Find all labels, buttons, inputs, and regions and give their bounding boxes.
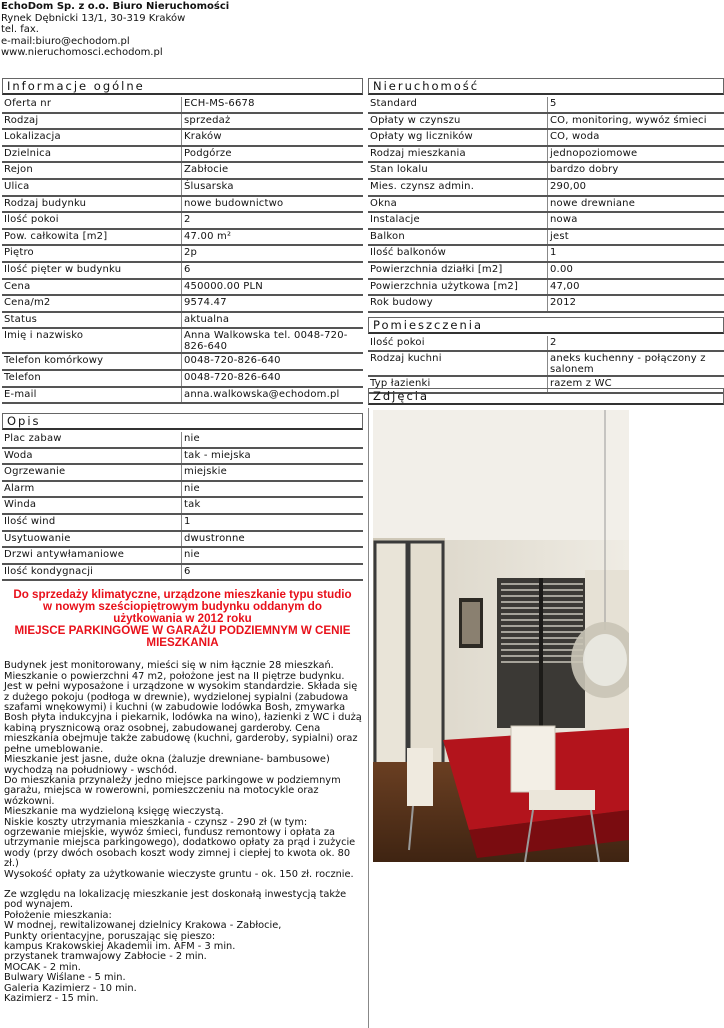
row-value: 450000.00 PLN — [182, 279, 364, 296]
row-value: 290,00 — [548, 179, 724, 196]
general-info-title: Informacje ogólne — [2, 78, 363, 95]
row-value: 0.00 — [548, 262, 724, 279]
row-label: Rodzaj kuchni — [368, 351, 548, 376]
table-row — [2, 497, 363, 514]
table-row — [368, 179, 724, 196]
table-row — [2, 481, 363, 498]
table-row — [2, 531, 363, 548]
table-row — [368, 279, 724, 296]
description-paragraph: Wysokość opłaty za użytkowanie wieczyste gruntu - ok. 150 zł. rocznie. — [4, 870, 363, 880]
row-value: 0048-720-826-640 — [182, 370, 364, 387]
table-row — [368, 146, 724, 163]
company-address: Rynek Dębnicki 13/1, 30-319 Kraków — [1, 13, 229, 25]
row-value: 2012 — [548, 295, 724, 312]
table-row — [2, 162, 363, 179]
row-value: Podgórze — [182, 146, 364, 163]
description-paragraph: Położenie mieszkania: — [4, 911, 363, 921]
row-value: bardzo dobry — [548, 162, 724, 179]
row-label: Telefon — [2, 370, 182, 387]
table-row — [2, 146, 363, 163]
row-label: Ogrzewanie — [2, 464, 182, 481]
row-value: miejskie — [182, 464, 364, 481]
table-row — [2, 370, 363, 387]
row-value: nie — [182, 432, 364, 448]
row-value: nowe drewniane — [548, 196, 724, 213]
left-column — [2, 78, 363, 1004]
row-value: 9574.47 — [182, 295, 364, 312]
description-paragraph: Do mieszkania przynależy jedno miejsce parkingowe w podziemnym garażu, miejsca w rowerowni, pomieszczeniu na motocykle oraz wózkowni. — [4, 776, 363, 807]
description-paragraph: W modnej, rewitalizowanej dzielnicy Krakowa - Zabłocie, — [4, 921, 363, 931]
description-paragraph: Mieszkanie jest jasne, duże okna (żaluzje drewniane- bambusowe) wychodzą na południowy - wschód. — [4, 755, 363, 776]
row-value: 2 — [182, 212, 364, 229]
table-row — [2, 179, 363, 196]
row-value: CO, monitoring, wywóz śmieci — [548, 113, 724, 130]
row-label: Opłaty w czynszu — [368, 113, 548, 130]
table-row — [368, 162, 724, 179]
row-label: Oferta nr — [2, 97, 182, 113]
table-row — [368, 295, 724, 312]
row-label: Instalacje — [368, 212, 548, 229]
company-phone: tel. fax. — [1, 24, 229, 36]
row-value: 5 — [548, 97, 724, 113]
table-row — [368, 336, 724, 352]
row-value: CO, woda — [548, 129, 724, 146]
row-label: Ilość kondygnacji — [2, 564, 182, 581]
description-paragraph: kampus Krakowskiej Akademii im. AFM - 3 min. — [4, 942, 363, 952]
row-label: Rejon — [2, 162, 182, 179]
row-label: Telefon komórkowy — [2, 353, 182, 370]
table-row — [368, 229, 724, 246]
row-label: Woda — [2, 448, 182, 465]
description-paragraph: Budynek jest monitorowany, mieści się w nim łącznie 28 mieszkań. — [4, 661, 363, 671]
promo-line-2: MIEJSCE PARKINGOWE W GARAŻU PODZIEMNYM W CENIE MIESZKANIA — [8, 625, 357, 649]
row-value: 47,00 — [548, 279, 724, 296]
apartment-photo-illustration — [373, 410, 629, 862]
property-title: Nieruchomość — [368, 78, 724, 95]
table-row — [2, 97, 363, 113]
row-value: nowe budownictwo — [182, 196, 364, 213]
table-row — [2, 279, 363, 296]
rooms-title: Pomieszczenia — [368, 317, 724, 334]
row-label: Rodzaj — [2, 113, 182, 130]
table-row — [2, 432, 363, 448]
row-value: nowa — [548, 212, 724, 229]
row-value: 0048-720-826-640 — [182, 353, 364, 370]
table-row — [368, 212, 724, 229]
row-label: Imię i nazwisko — [2, 328, 182, 353]
row-label: Standard — [368, 97, 548, 113]
table-row — [2, 312, 363, 329]
description-paragraph: Mieszkanie ma wydzieloną księgę wieczystą. — [4, 807, 363, 817]
row-label: Lokalizacja — [2, 129, 182, 146]
description-paragraph: Punkty orientacyjne, poruszając się pieszo: — [4, 932, 363, 942]
row-label: Winda — [2, 497, 182, 514]
table-row — [2, 196, 363, 213]
table-row — [2, 448, 363, 465]
row-value: Anna Walkowska tel. 0048-720-826-640 — [182, 328, 364, 353]
table-row — [2, 212, 363, 229]
row-value: Zabłocie — [182, 162, 364, 179]
description-paragraph: Niskie koszty utrzymania mieszkania - czynsz - 290 zł (w tym: ogrzewanie miejskie, wywóz śmieci, fundusz remontowy i opłata za utrzymanie miejsca parkingowego), dodatkowo opłaty za prąd i zużycie wody (przy dwóch osobach koszt wody zimnej i ciepłej to kwota ok. 80 zł.) — [4, 818, 363, 870]
row-label: Balkon — [368, 229, 548, 246]
row-label: Pow. całkowita [m2] — [2, 229, 182, 246]
row-label: Dzielnica — [2, 146, 182, 163]
property-table — [368, 97, 724, 313]
row-label: Rodzaj budynku — [2, 196, 182, 213]
apartment-photo[interactable] — [373, 410, 629, 862]
row-label: Drzwi antywłamaniowe — [2, 547, 182, 564]
row-label: Plac zabaw — [2, 432, 182, 448]
company-email: e-mail:biuro@echodom.pl — [1, 36, 229, 48]
row-value: dwustronne — [182, 531, 364, 548]
table-row — [2, 353, 363, 370]
table-row — [368, 97, 724, 113]
row-label: Rok budowy — [368, 295, 548, 312]
table-row — [2, 113, 363, 130]
row-label: Ilość pokoi — [2, 212, 182, 229]
row-value: jest — [548, 229, 724, 246]
description-paragraph: Ze względu na lokalizację mieszkanie jest doskonałą inwestycją także pod wynajem. — [4, 890, 363, 911]
row-label: Okna — [368, 196, 548, 213]
table-row — [368, 351, 724, 376]
table-row — [2, 464, 363, 481]
photos-title: Zdjęcia — [368, 388, 724, 405]
row-value: razem z WC — [548, 376, 724, 393]
description-paragraph: Kazimierz - 15 min. — [4, 994, 363, 1004]
row-value: Ślusarska — [182, 179, 364, 196]
row-value: 2p — [182, 245, 364, 262]
description — [2, 661, 363, 1004]
row-label: Ilość balkonów — [368, 245, 548, 262]
rooms-table — [368, 336, 724, 394]
row-value: sprzedaż — [182, 113, 364, 130]
description-paragraph: Galeria Kazimierz - 10 min. — [4, 984, 363, 994]
row-label: Alarm — [2, 481, 182, 498]
row-label: Mies. czynsz admin. — [368, 179, 548, 196]
row-value: tak - miejska — [182, 448, 364, 465]
description-paragraph: Mieszkanie o powierzchni 47 m2, położone jest na II piętrze budynku. Jest w pełni wyposażone i urządzone w wysokim standardzie. Składa się z dużego pokoju (podłoga w drewnie), wydzielonej sypialni (zabudowa szafami wnękowymi) i kuchni (w zabudowie lodówka Bosh, zmywarka Bosh płyta indukcyjna i piekarnik, lodówka na wino), łazienki z WC i dużą kabiną prysznicową oraz osobnej, zabudowanej garderoby. Cena mieszkania obejmuje także zabudowę (kuchni, garderoby, sypialni) oraz pełne umeblowanie. — [4, 672, 363, 755]
table-row — [368, 113, 724, 130]
row-label: Opłaty wg liczników — [368, 129, 548, 146]
row-label: Ulica — [2, 179, 182, 196]
row-label: Status — [2, 312, 182, 329]
table-row — [2, 229, 363, 246]
opis-title: Opis — [2, 413, 363, 430]
table-row — [368, 196, 724, 213]
row-value: anna.walkowska@echodom.pl — [182, 387, 364, 404]
description-paragraph: MOCAK - 2 min. — [4, 963, 363, 973]
row-value: jednopoziomowe — [548, 146, 724, 163]
company-website[interactable]: www.nieruchomosci.echodom.pl — [1, 47, 229, 59]
table-row — [2, 328, 363, 353]
row-value: 1 — [548, 245, 724, 262]
row-value: tak — [182, 497, 364, 514]
table-row — [2, 564, 363, 581]
row-value: 2 — [548, 336, 724, 352]
table-row — [2, 387, 363, 404]
row-label: Usytuowanie — [2, 531, 182, 548]
promo-text — [8, 589, 357, 649]
row-value: 6 — [182, 564, 364, 581]
row-value: aktualna — [182, 312, 364, 329]
table-row — [2, 129, 363, 146]
description-paragraph: przystanek tramwajowy Zabłocie - 2 min. — [4, 952, 363, 962]
row-label: Cena — [2, 279, 182, 296]
row-label: Ilość pokoi — [368, 336, 548, 352]
table-row — [2, 295, 363, 312]
company-name: EchoDom Sp. z o.o. Biuro Nieruchomości — [1, 1, 229, 13]
row-label: Stan lokalu — [368, 162, 548, 179]
row-label: Cena/m2 — [2, 295, 182, 312]
table-row — [2, 514, 363, 531]
row-label: E-mail — [2, 387, 182, 404]
agency-header — [1, 1, 229, 59]
right-column — [368, 78, 724, 394]
general-info-table — [2, 97, 363, 404]
row-label: Ilość wind — [2, 514, 182, 531]
row-label: Powierzchnia działki [m2] — [368, 262, 548, 279]
table-row — [368, 262, 724, 279]
row-value: 47.00 m² — [182, 229, 364, 246]
row-value: aneks kuchenny - połączony z salonem — [548, 351, 724, 376]
photo-frame — [368, 408, 724, 1028]
row-value: 6 — [182, 262, 364, 279]
table-row — [368, 245, 724, 262]
row-value: 1 — [182, 514, 364, 531]
row-label: Piętro — [2, 245, 182, 262]
row-value: Kraków — [182, 129, 364, 146]
row-value: nie — [182, 547, 364, 564]
row-label: Rodzaj mieszkania — [368, 146, 548, 163]
row-label: Powierzchnia użytkowa [m2] — [368, 279, 548, 296]
promo-line-1: Do sprzedaży klimatyczne, urządzone mieszkanie typu studio w nowym sześciopiętrowym budynku oddanym do użytkowania w 2012 roku — [8, 589, 357, 625]
table-row — [2, 547, 363, 564]
description-paragraph: Bulwary Wiślane - 5 min. — [4, 973, 363, 983]
row-label: Ilość pięter w budynku — [2, 262, 182, 279]
opis-table — [2, 432, 363, 581]
row-value: nie — [182, 481, 364, 498]
table-row — [368, 129, 724, 146]
row-label: Typ łazienki — [368, 376, 548, 393]
table-row — [2, 245, 363, 262]
table-row — [2, 262, 363, 279]
row-value: ECH-MS-6678 — [182, 97, 364, 113]
